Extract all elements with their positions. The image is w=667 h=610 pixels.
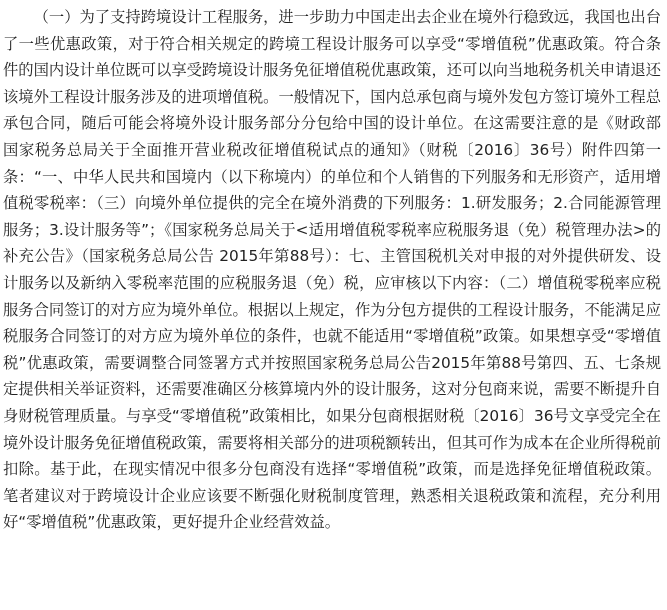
body-paragraph: （一）为了支持跨境设计工程服务，进一步助力中国走出去企业在境外行稳致远，我国也出台了一些优惠政策，对于符合相关规定的跨境工程设计服务可以享受“零增值税”优惠政策。符合条件的国内设计单位既可以享受跨境设计服务免征增值税优惠政策，还可以向当地税务机关申请退还该境外工程设计服务涉及的进项增值税。一般情况下，国内总承包商与境外发包方签订境外工程总承包合同，随后可能会将境外设计服务部分分包给中国的设计单位。在这需要注意的是《财政部 国家税务总局关于全面推开营业税改征增值税试点的通知》（财税〔2016〕36号）附件四第一条：“一、中华人民共和国境内（以下称境内）的单位和个人销售的下列服务和无形资产，适用增值税零税率：（三）向境外单位提供的完全在境外消费的下列服务：1.研发服务；2.合同能源管理服务；3.设计服务等”；《国家税务总局关于<适用增值税零税率应税服务退（免）税管理办法>的补充公告》（国家税务总局公告 2015年第88号）：七、主管国税机关对申报的对外提供研发、设计服务以及新纳入零税率范围的应税服务退（免）税，应审核以下内容：（二）增值税零税率应税服务合同签订的对方应为境外单位。根据以上规定，作为分包方提供的工程设计服务，不能满足应税服务合同签订的对方应为境外单位的条件，也就不能适用“零增值税”政策。如果想享受“零增值税”优惠政策，需要调整合同签署方式并按照国家税务总局公告2015年第88号第四、五、七条规定提供相关举证资料，还需要准确区分核算境内外的设计服务，这对分包商来说，需要不断提升自身财税管理质量。与享受“零增值税”政策相比，如果分包商根据财税〔2016〕36号文享受完全在境外设计服务免征增值税政策，需要将相关部分的进项税额转出，但其可作为成本在企业所得税前扣除。基于此，在现实情况中很多分包商没有选择“零增值税”政策，而是选择免征增值税政策。笔者建议对于跨境设计企业应该要不断强化财税制度管理，熟悉相关退税政策和流程，充分利用好“零增值税”优惠政策，更好提升企业经营效益。 bbox=[3, 8, 661, 532]
